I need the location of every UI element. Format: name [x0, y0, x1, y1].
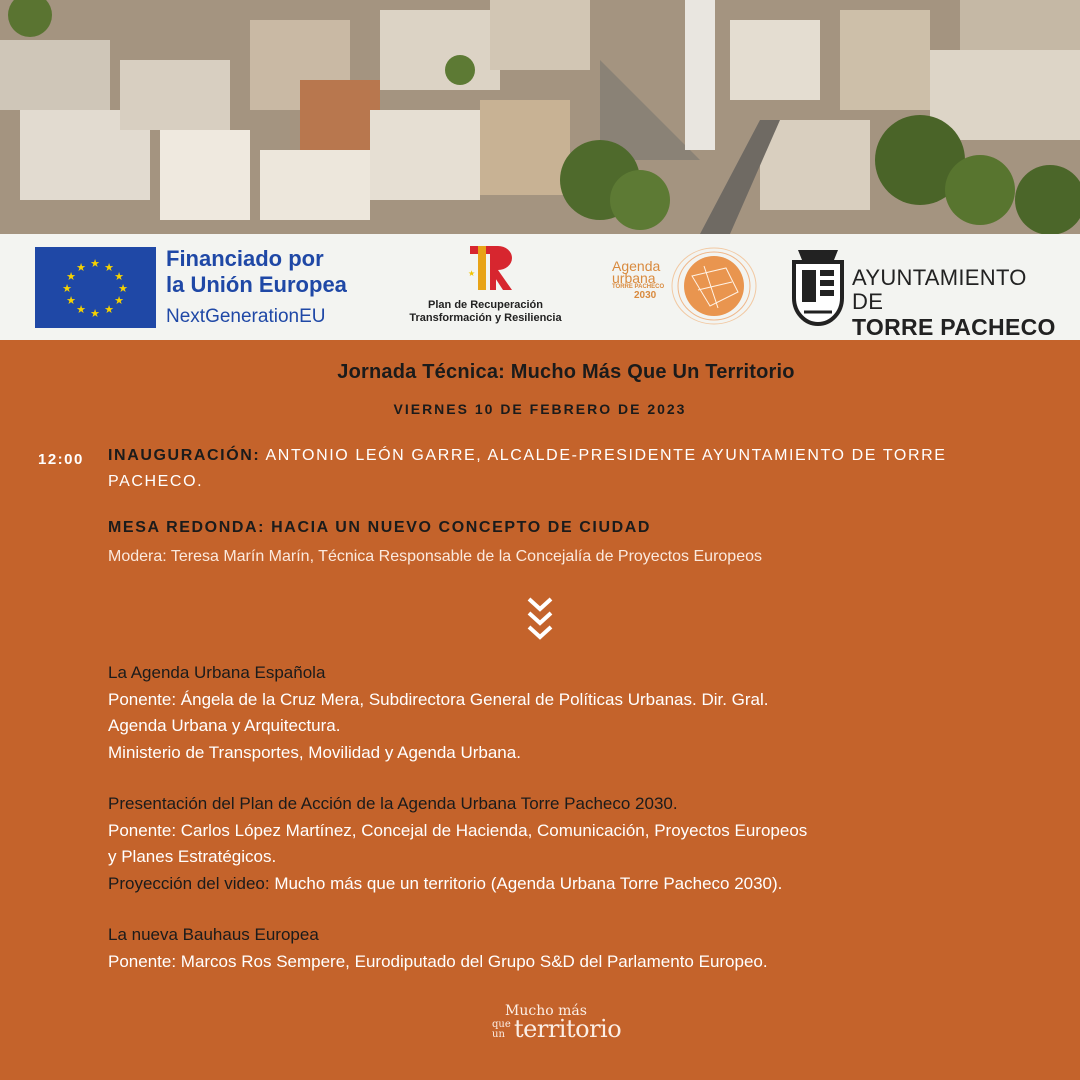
footer-logo-que: que — [492, 1019, 511, 1030]
aerial-city-photo — [0, 0, 1080, 234]
mesa-moderator: Modera: Teresa Marín Marín, Técnica Responsable de la Concejalía de Proyectos Europeos — [108, 548, 762, 565]
eu-funding-text — [166, 246, 347, 332]
svg-text:★: ★ — [66, 270, 76, 283]
inauguracion-label: INAUGURACIÓN: — [108, 447, 261, 464]
svg-text:★: ★ — [62, 282, 72, 295]
inauguracion-block — [108, 443, 1008, 495]
prtr-emblem-icon — [456, 244, 516, 294]
agenda-line-1: Agenda — [612, 258, 661, 274]
footer-logo-un: un — [492, 1029, 505, 1040]
footer-logo-big: territorio — [514, 1015, 622, 1043]
mucho-mas-que-un-territorio-logo — [488, 1003, 648, 1053]
ayuntamiento-line-1: AYUNTAMIENTO DE — [852, 265, 1027, 314]
svg-text:★: ★ — [66, 294, 76, 307]
coat-of-arms-icon — [790, 246, 846, 330]
svg-text:★: ★ — [114, 294, 124, 307]
svg-text:★: ★ — [90, 257, 100, 270]
talk-line: Ministerio de Transportes, Movilidad y Agenda Urbana. — [108, 742, 521, 762]
event-title: Jornada Técnica: Mucho Más Que Un Territorio — [337, 361, 795, 383]
footer-logo-top: Mucho más — [505, 1003, 587, 1019]
svg-text:★: ★ — [118, 282, 128, 295]
video-text: Mucho más que un territorio (Agenda Urbana Torre Pacheco 2030). — [269, 873, 783, 893]
eu-line-1: Financiado por — [166, 246, 324, 271]
svg-text:★: ★ — [76, 303, 86, 316]
agenda-line-2: urbana — [612, 270, 656, 286]
inauguracion-text: ANTONIO LEÓN GARRE, ALCALDE-PRESIDENTE AYUNTAMIENTO DE TORRE PACHECO. — [108, 447, 947, 490]
ayuntamiento-line-2: TORRE PACHECO — [852, 314, 1056, 340]
talk-line: Ponente: Marcos Ros Sempere, Eurodiputado del Grupo S&D del Parlamento Europeo. — [108, 951, 768, 971]
svg-text:★: ★ — [104, 303, 114, 316]
talk-title: La Agenda Urbana Española — [108, 663, 326, 682]
video-label: Proyección del video: — [108, 873, 270, 893]
talk-1 — [108, 660, 1008, 766]
talk-line: Agenda Urbana y Arquitectura. — [108, 716, 341, 735]
agenda-urbana-logo — [606, 246, 766, 330]
svg-text:★: ★ — [76, 261, 86, 274]
mesa-title: MESA REDONDA: HACIA UN NUEVO CONCEPTO DE CIUDAD — [108, 519, 652, 536]
prtr-line-2: Transformación y Resiliencia — [409, 312, 562, 324]
mesa-block — [108, 515, 1008, 570]
svg-text:★: ★ — [90, 307, 100, 320]
ayuntamiento-logo — [790, 246, 1060, 340]
eu-line-3: NextGenerationEU — [166, 306, 326, 327]
talk-line: y Planes Estratégicos. — [108, 847, 277, 866]
eu-line-2: la Unión Europea — [166, 272, 347, 297]
chevron-down-icon — [526, 596, 554, 649]
prtr-line-1: Plan de Recuperación — [428, 299, 543, 311]
svg-text:★: ★ — [104, 261, 114, 274]
svg-text:★: ★ — [467, 269, 475, 278]
talk-line: Ponente: Carlos López Martínez, Concejal de Hacienda, Comunicación, Proyectos Europeos — [108, 820, 808, 840]
event-date: VIERNES 10 DE FEBRERO DE 2023 — [393, 401, 687, 417]
talk-3 — [108, 922, 1008, 975]
talk-title: La nueva Bauhaus Europea — [108, 925, 319, 944]
event-time: 12:00 — [38, 451, 84, 468]
talk-line: Ponente: Ángela de la Cruz Mera, Subdirectora General de Políticas Urbanas. Dir. Gral. — [108, 689, 769, 709]
svg-text:★: ★ — [114, 270, 124, 283]
talk-title: Presentación del Plan de Acción de la Agenda Urbana Torre Pacheco 2030. — [108, 794, 678, 813]
prtr-logo — [388, 244, 583, 325]
talk-2 — [108, 791, 1008, 897]
agenda-line-4: 2030 — [634, 290, 657, 301]
agenda-line-3: TORRE PACHECO — [612, 284, 665, 290]
sponsor-logo-band — [0, 234, 1080, 340]
eu-flag-icon — [35, 247, 156, 328]
